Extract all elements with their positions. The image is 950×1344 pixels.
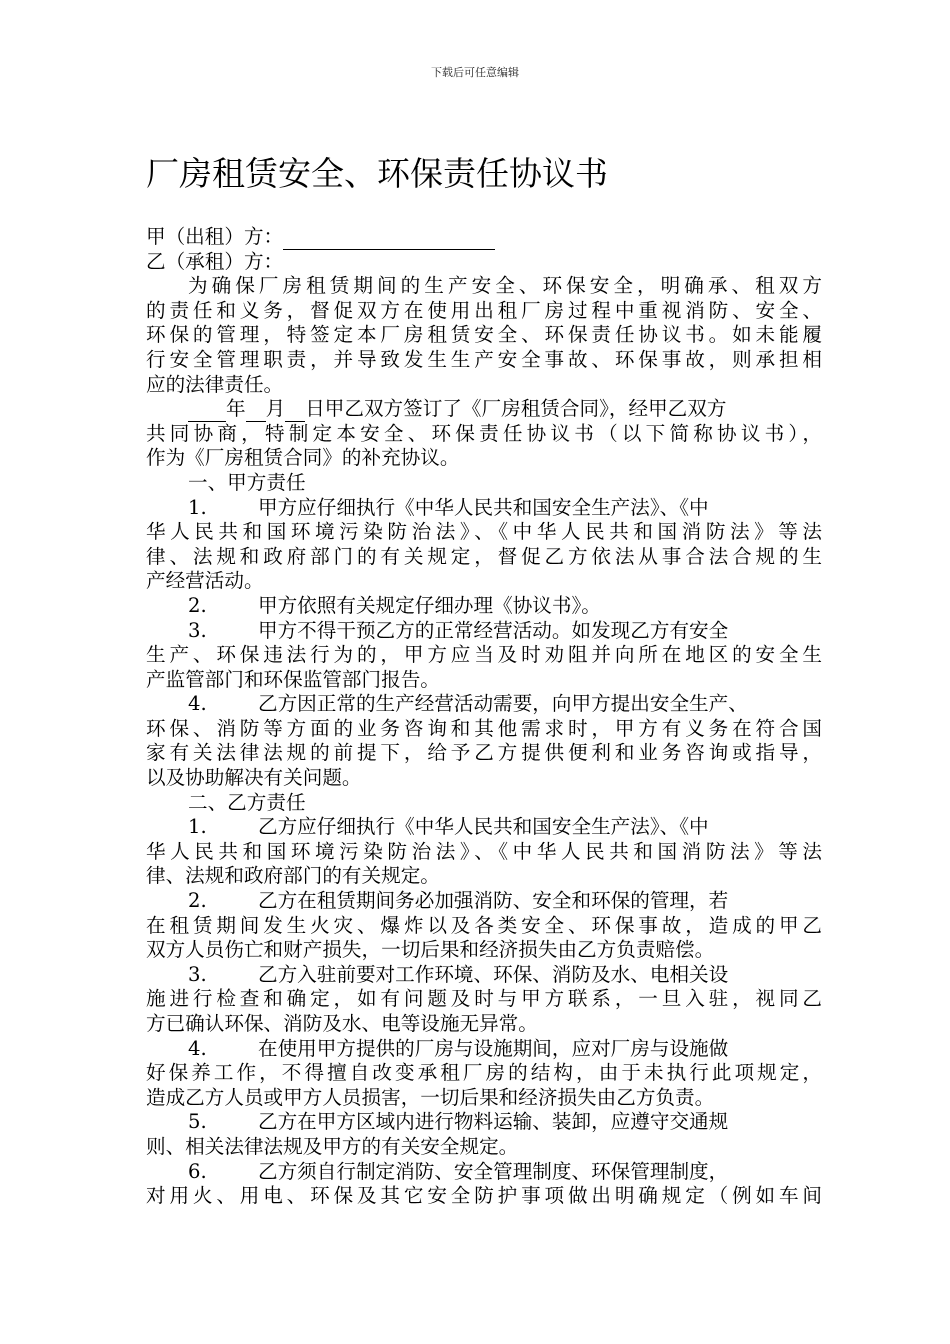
party-a-blank bbox=[283, 229, 495, 250]
clause-number: 1. bbox=[188, 815, 207, 839]
party-b-line bbox=[146, 250, 822, 275]
clause-text: 乙方入驻前要对工作环境、环保、消防及水、电相关设 bbox=[258, 962, 729, 986]
party-a-label: 甲（出租）方： bbox=[146, 225, 284, 248]
clause-first-line bbox=[146, 496, 822, 521]
party-a-line bbox=[146, 225, 822, 250]
clause-line: 律、法规和政府部门的有关规定，督促乙方依法从事合法合规的生 bbox=[146, 544, 822, 568]
clause-text: 乙方在租赁期间务必加强消防、安全和环保的管理，若 bbox=[258, 889, 729, 913]
intro-line: 为确保厂房租赁期间的生产安全、环保安全，明确承、租双方 bbox=[188, 274, 822, 298]
intro-line: 的责任和义务，督促双方在使用出租厂房过程中重视消防、安全、 bbox=[146, 298, 822, 322]
clause-text: 甲方依照有关规定仔细办理《协议书》。 bbox=[258, 593, 601, 617]
clause-first-line bbox=[146, 692, 822, 717]
clause-line: 产经营活动。 bbox=[146, 569, 264, 593]
clause-number: 5. bbox=[188, 1110, 207, 1134]
header-note: 下载后可任意编辑 bbox=[431, 66, 519, 79]
year-blank bbox=[188, 402, 226, 422]
section-b-heading: 二、乙方责任 bbox=[188, 790, 306, 814]
date-line bbox=[146, 397, 822, 422]
clause-first-line bbox=[146, 1110, 822, 1135]
clause-number: 2. bbox=[188, 593, 207, 617]
page-title: 厂房租赁安全、环保责任协议书 bbox=[146, 154, 608, 193]
clause-line: 造成乙方人员或甲方人员损害，一切后果和经济损失由乙方负责。 bbox=[146, 1085, 715, 1109]
clause-text: 乙方在甲方区域内进行物料运输、装卸，应遵守交通规 bbox=[258, 1110, 729, 1134]
clause-line: 方已确认环保、消防及水、电等设施无异常。 bbox=[146, 1012, 538, 1035]
clause-first-line bbox=[146, 1160, 822, 1185]
clause-first-line bbox=[146, 963, 822, 988]
intro-line: 环保的管理，特签定本厂房租赁安全、环保责任协议书。如未能履 bbox=[146, 323, 822, 347]
clause-line: 华人民共和国环境污染防治法》、《中华人民共和国消防法》等法 bbox=[146, 520, 822, 544]
clause-line: 在租赁期间发生火灾、爆炸以及各类安全、环保事故，造成的甲乙 bbox=[146, 913, 822, 937]
clause-number: 6. bbox=[188, 1159, 207, 1183]
clause-line: 好保养工作，不得擅自改变承租厂房的结构，由于未执行此项规定， bbox=[146, 1061, 822, 1085]
date-para-line: 共同协商，特制定本安全、环保责任协议书（以下简称协议书）， bbox=[146, 421, 822, 445]
clause-line: 双方人员伤亡和财产损失，一切后果和经济损失由乙方负责赔偿。 bbox=[146, 938, 715, 962]
clause-line: 律、法规和政府部门的有关规定。 bbox=[146, 864, 440, 888]
clause-line: 施进行检查和确定，如有问题及时与甲方联系，一旦入驻，视同乙 bbox=[146, 987, 822, 1011]
intro-line: 应的法律责任。 bbox=[146, 372, 284, 396]
date-para-line: 作为《厂房租赁合同》的补充协议。 bbox=[146, 446, 460, 470]
party-b-label: 乙（承租）方： bbox=[146, 249, 284, 273]
clause-line: 环保、消防等方面的业务咨询和其他需求时，甲方有义务在符合国 bbox=[146, 716, 822, 740]
clause-first-line bbox=[146, 889, 822, 914]
clause-text: 乙方须自行制定消防、安全管理制度、环保管理制度， bbox=[258, 1159, 729, 1183]
clause-number: 2. bbox=[188, 889, 207, 913]
month-label: 月 bbox=[265, 397, 286, 421]
clause-number: 3. bbox=[188, 962, 207, 986]
month-blank bbox=[246, 402, 266, 422]
party-b-blank bbox=[283, 254, 495, 274]
clause-number: 4. bbox=[188, 692, 207, 716]
clause-first-line bbox=[146, 1037, 822, 1062]
clause-line: 以及协助解决有关问题。 bbox=[146, 766, 362, 790]
clause-line: 则、相关法律法规及甲方的有关安全规定。 bbox=[146, 1134, 519, 1158]
clause-text: 乙方应仔细执行《中华人民共和国安全生产法》、《中 bbox=[258, 815, 709, 839]
intro-line: 行安全管理职责，并导致发生生产安全事故、环保事故，则承担相 bbox=[146, 347, 822, 371]
clause-first-line bbox=[146, 594, 822, 619]
clause-line: 家有关法律法规的前提下，给予乙方提供便利和业务咨询或指导， bbox=[146, 741, 822, 765]
clause-number: 1. bbox=[188, 495, 207, 519]
clause-number: 4. bbox=[188, 1036, 207, 1060]
clause-text: 在使用甲方提供的厂房与设施期间，应对厂房与设施做 bbox=[258, 1036, 729, 1060]
clause-first-line bbox=[146, 815, 822, 840]
clause-number: 3. bbox=[188, 618, 207, 642]
document-body bbox=[146, 225, 822, 1209]
clause-line: 生产、环保违法行为的，甲方应当及时劝阻并向所在地区的安全生 bbox=[146, 643, 822, 667]
clause-line: 对用火、用电、环保及其它安全防护事项做出明确规定（例如车间 bbox=[146, 1184, 822, 1208]
clause-line: 产监管部门和环保监管部门报告。 bbox=[146, 667, 440, 691]
clause-first-line bbox=[146, 619, 822, 644]
clause-text: 乙方因正常的生产经营活动需要，向甲方提出安全生产、 bbox=[258, 692, 748, 716]
section-a-heading: 一、甲方责任 bbox=[188, 470, 306, 494]
date-line-text: 日甲乙双方签订了《厂房租赁合同》，经甲乙双方 bbox=[305, 397, 727, 421]
year-label: 年 bbox=[226, 397, 246, 421]
clause-text: 甲方应仔细执行《中华人民共和国安全生产法》、《中 bbox=[258, 495, 709, 519]
clause-text: 甲方不得干预乙方的正常经营活动。如发现乙方有安全 bbox=[258, 618, 729, 642]
day-blank bbox=[285, 402, 305, 422]
clause-line: 华人民共和国环境污染防治法》、《中华人民共和国消防法》等法 bbox=[146, 839, 822, 863]
